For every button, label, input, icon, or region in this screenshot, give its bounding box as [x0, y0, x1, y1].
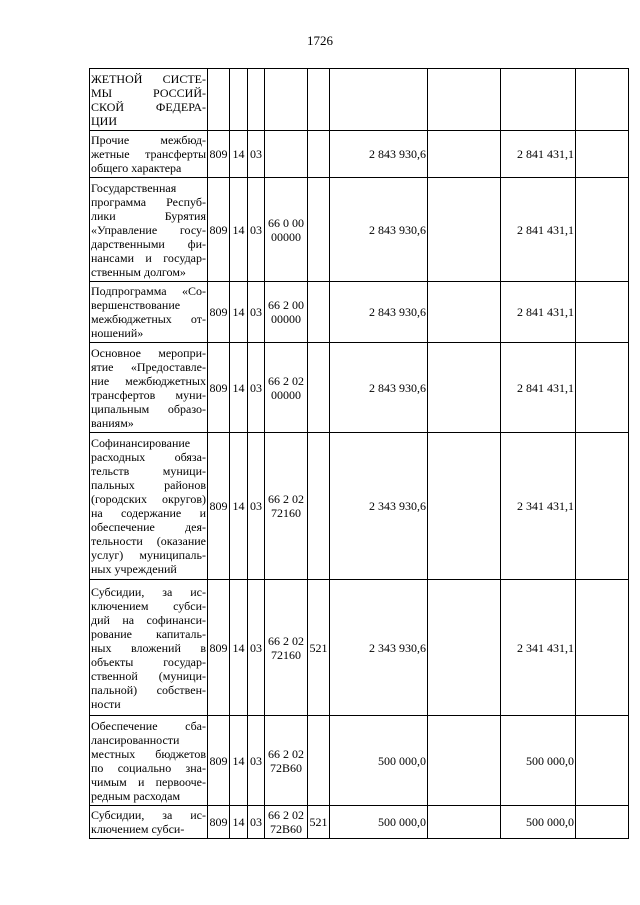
- empty-column-cell: [428, 433, 501, 580]
- expense-type-code-cell: [308, 69, 330, 131]
- row-name-line: межбюджетных от-: [91, 312, 206, 326]
- table-row: [90, 806, 629, 839]
- row-name-line: Государственная: [91, 180, 177, 195]
- page-number: 1726: [307, 33, 333, 48]
- amount-year2-cell: 2 841 431,1: [501, 282, 576, 343]
- section-code-cell: 14: [230, 580, 248, 716]
- row-name-line: ципальным образо-: [91, 401, 206, 416]
- target-article-code-part: 66 2 02: [268, 808, 304, 822]
- row-name-line: ЦИИ: [91, 113, 117, 128]
- table-body: [90, 69, 629, 839]
- table-row: [90, 716, 629, 806]
- ministry-code-cell: 809: [208, 716, 230, 806]
- empty-column-cell: [428, 69, 501, 131]
- section-code-cell: 14: [230, 343, 248, 433]
- ministry-code-cell: 809: [208, 806, 230, 839]
- target-article-code-cell: [265, 433, 308, 580]
- ministry-code-cell: 809: [208, 131, 230, 178]
- row-name-line: по социально зна-: [91, 760, 206, 775]
- target-article-code-cell: [265, 178, 308, 282]
- amount-year1-cell: 2 843 930,6: [330, 178, 428, 282]
- amount-year1-cell: 2 343 930,6: [330, 433, 428, 580]
- subsection-code-cell: 03: [248, 131, 265, 178]
- expense-type-code-cell: [308, 282, 330, 343]
- empty-column-cell: [576, 343, 629, 433]
- expense-type-code-cell: 521: [308, 580, 330, 716]
- subsection-code-cell: 03: [248, 178, 265, 282]
- row-name-line: ключением субси-: [91, 598, 206, 613]
- target-article-code-part: 72160: [271, 647, 301, 662]
- subsection-code-cell: 03: [248, 580, 265, 716]
- row-name-line: трансфертов муни-: [91, 387, 206, 402]
- table-row: [90, 282, 629, 343]
- row-name-line: МЫ РОССИЙ-: [91, 85, 206, 100]
- row-name-line: ных вложений в: [91, 640, 206, 655]
- row-name-line: Подпрограмма «Со-: [91, 284, 206, 298]
- target-article-code-cell: [265, 69, 308, 131]
- target-article-code-cell: [265, 343, 308, 433]
- target-article-code-cell: [265, 131, 308, 178]
- expense-type-code-cell: [308, 433, 330, 580]
- amount-year1-cell: [330, 69, 428, 131]
- empty-column-cell: [576, 282, 629, 343]
- ministry-code-cell: 809: [208, 433, 230, 580]
- expense-type-code-cell: [308, 178, 330, 282]
- row-name-line: нансами и государ-: [91, 250, 206, 265]
- row-name-line: лики Бурятия: [91, 208, 206, 223]
- amount-year1-cell: 2 843 930,6: [330, 282, 428, 343]
- amount-year2-cell: 2 841 431,1: [501, 131, 576, 178]
- ministry-code-cell: 809: [208, 178, 230, 282]
- amount-year1-cell: 500 000,0: [330, 806, 428, 839]
- empty-column-cell: [428, 343, 501, 433]
- row-name-line: ние межбюджетных: [91, 373, 206, 388]
- row-name-line: ваниям»: [91, 415, 134, 430]
- row-name-line: рование капиталь-: [91, 626, 206, 641]
- empty-column-cell: [428, 131, 501, 178]
- row-name-line: Обеспечение сба-: [91, 718, 206, 733]
- empty-column-cell: [576, 433, 629, 580]
- empty-column-cell: [576, 716, 629, 806]
- row-name-line: жетные трансферты: [91, 147, 206, 161]
- section-code-cell: [230, 69, 248, 131]
- subsection-code-cell: 03: [248, 433, 265, 580]
- ministry-code-cell: [208, 69, 230, 131]
- amount-year2-cell: [501, 69, 576, 131]
- target-article-code-part: 00000: [271, 312, 301, 326]
- amount-year2-cell: 500 000,0: [501, 716, 576, 806]
- expense-type-code-cell: [308, 131, 330, 178]
- row-name-line: ственной (муници-: [91, 668, 206, 683]
- table-row: [90, 343, 629, 433]
- row-name-line: чимым и первооче-: [91, 774, 206, 789]
- row-name-line: Субсидии, за ис-: [91, 808, 206, 822]
- subsection-code-cell: [248, 69, 265, 131]
- ministry-code-cell: 809: [208, 282, 230, 343]
- row-name-line: ношений»: [91, 326, 144, 340]
- target-article-code-part: 66 2 02: [268, 373, 304, 388]
- row-name-line: дарственными фи-: [91, 236, 206, 251]
- target-article-code-part: 72В60: [269, 760, 302, 775]
- amount-year2-cell: 2 341 431,1: [501, 433, 576, 580]
- empty-column-cell: [576, 178, 629, 282]
- row-name-line: тельств муници-: [91, 464, 206, 478]
- row-name-line: услуг) муниципаль-: [91, 548, 206, 562]
- row-name-line: ных учреждений: [91, 562, 177, 576]
- amount-year2-cell: 2 341 431,1: [501, 580, 576, 716]
- table-row: [90, 178, 629, 282]
- empty-column-cell: [428, 282, 501, 343]
- target-article-code-cell: [265, 806, 308, 839]
- row-name-line: ятие «Предоставле-: [91, 359, 206, 374]
- target-article-code-part: 00000: [271, 229, 301, 244]
- target-article-code-part: 72160: [271, 506, 301, 520]
- section-code-cell: 14: [230, 716, 248, 806]
- row-name-line: программа Респуб-: [91, 194, 206, 209]
- empty-column-cell: [576, 69, 629, 131]
- empty-column-cell: [428, 580, 501, 716]
- target-article-code-cell: [265, 716, 308, 806]
- row-name-cell: [90, 580, 208, 716]
- row-name-cell: [90, 716, 208, 806]
- empty-column-cell: [576, 806, 629, 839]
- row-name-line: СКОЙ ФЕДЕРА-: [91, 99, 206, 114]
- amount-year2-cell: 2 841 431,1: [501, 343, 576, 433]
- row-name-cell: [90, 282, 208, 343]
- row-name-line: Основное меропри-: [91, 345, 206, 360]
- row-name-line: Софинансирование: [91, 436, 191, 450]
- target-article-code-part: 00000: [271, 387, 301, 402]
- table-row: [90, 131, 629, 178]
- target-article-code-part: 66 2 02: [268, 492, 304, 506]
- row-name-line: на содержание и: [91, 506, 206, 520]
- section-code-cell: 14: [230, 806, 248, 839]
- expense-type-code-cell: [308, 343, 330, 433]
- row-name-line: пальных районов: [91, 478, 206, 492]
- row-name-cell: [90, 178, 208, 282]
- table-row: [90, 433, 629, 580]
- subsection-code-cell: 03: [248, 716, 265, 806]
- subsection-code-cell: 03: [248, 343, 265, 433]
- row-name-cell: [90, 131, 208, 178]
- amount-year2-cell: 2 841 431,1: [501, 178, 576, 282]
- expense-type-code-cell: [308, 716, 330, 806]
- section-code-cell: 14: [230, 131, 248, 178]
- target-article-code-part: 66 2 00: [268, 298, 304, 312]
- amount-year1-cell: 2 843 930,6: [330, 343, 428, 433]
- section-code-cell: 14: [230, 433, 248, 580]
- row-name-line: пальной) собствен-: [91, 682, 206, 697]
- row-name-line: местных бюджетов: [91, 746, 206, 761]
- empty-column-cell: [428, 178, 501, 282]
- empty-column-cell: [428, 716, 501, 806]
- row-name-cell: [90, 343, 208, 433]
- ministry-code-cell: 809: [208, 580, 230, 716]
- row-name-line: лансированности: [91, 732, 180, 747]
- target-article-code-cell: [265, 282, 308, 343]
- subsection-code-cell: 03: [248, 806, 265, 839]
- row-name-line: ЖЕТНОЙ СИСТЕ-: [91, 71, 206, 86]
- amount-year2-cell: 500 000,0: [501, 806, 576, 839]
- table-row: [90, 69, 629, 131]
- budget-table: [89, 68, 629, 839]
- row-name-line: ности: [91, 696, 121, 711]
- target-article-code-part: 66 0 00: [268, 215, 304, 230]
- row-name-line: Прочие межбюд-: [91, 133, 206, 147]
- section-code-cell: 14: [230, 282, 248, 343]
- section-code-cell: 14: [230, 178, 248, 282]
- row-name-cell: [90, 433, 208, 580]
- table-row: [90, 580, 629, 716]
- row-name-line: обеспечение дея-: [91, 520, 206, 534]
- row-name-line: расходных обяза-: [91, 450, 206, 464]
- empty-column-cell: [576, 580, 629, 716]
- subsection-code-cell: 03: [248, 282, 265, 343]
- row-name-line: общего характера: [91, 161, 182, 175]
- empty-column-cell: [576, 131, 629, 178]
- target-article-code-part: 72В60: [269, 822, 302, 836]
- row-name-line: ключением субси-: [91, 822, 185, 836]
- row-name-line: ственным долгом»: [91, 264, 186, 279]
- row-name-cell: [90, 806, 208, 839]
- row-name-line: дий на софинанси-: [91, 612, 206, 627]
- target-article-code-cell: [265, 580, 308, 716]
- row-name-cell: [90, 69, 208, 131]
- row-name-line: «Управление госу-: [91, 222, 206, 237]
- row-name-line: Субсидии, за ис-: [91, 584, 206, 599]
- amount-year1-cell: 500 000,0: [330, 716, 428, 806]
- row-name-line: редным расходам: [91, 788, 181, 803]
- expense-type-code-cell: 521: [308, 806, 330, 839]
- row-name-line: тельности (оказание: [91, 534, 206, 548]
- ministry-code-cell: 809: [208, 343, 230, 433]
- target-article-code-part: 66 2 02: [268, 633, 304, 648]
- empty-column-cell: [428, 806, 501, 839]
- row-name-line: (городских округов): [91, 492, 206, 506]
- amount-year1-cell: 2 843 930,6: [330, 131, 428, 178]
- row-name-line: объекты государ-: [91, 654, 206, 669]
- target-article-code-part: 66 2 02: [268, 746, 304, 761]
- amount-year1-cell: 2 343 930,6: [330, 580, 428, 716]
- row-name-line: вершенствование: [91, 298, 181, 312]
